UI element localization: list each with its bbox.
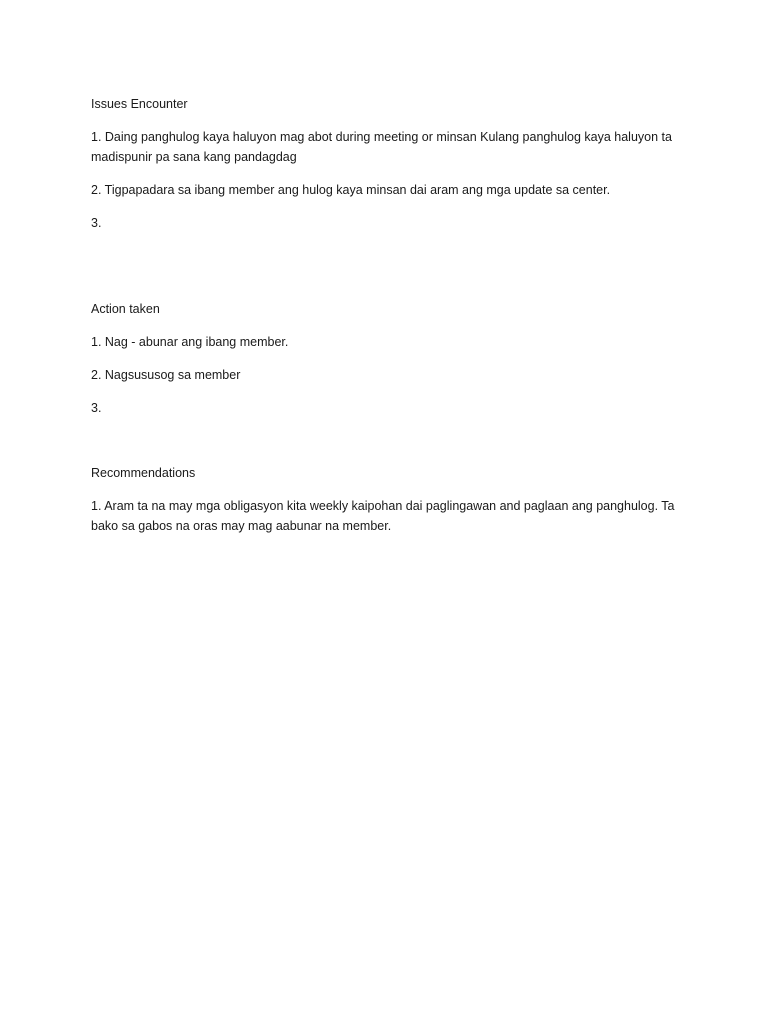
spacer (91, 246, 691, 299)
action-item-3: 3. (91, 401, 102, 415)
action-item-2: 2. Nagsususog sa member (91, 368, 241, 382)
issues-heading: Issues Encounter (91, 97, 188, 111)
action-item-1: 1. Nag - abunar ang ibang member. (91, 335, 289, 349)
actions-section (91, 299, 691, 418)
issue-item-2: 2. Tigpapadara sa ibang member ang hulog kaya minsan dai aram ang mga update sa center. (91, 183, 611, 197)
document-body (91, 94, 691, 549)
recommendations-heading: Recommendations (91, 466, 196, 480)
actions-heading: Action taken (91, 302, 160, 316)
issue-item-3: 3. (91, 216, 102, 230)
issues-section (91, 94, 691, 233)
spacer (91, 431, 691, 463)
issue-item-1: 1. Daing panghulog kaya haluyon mag abot during meeting or minsan Kulang panghulog kaya haluyon ta madispunir pa sana kang pandagdag (91, 130, 672, 164)
recommendation-item-1: 1. Aram ta na may mga obligasyon kita weekly kaipohan dai paglingawan and paglaan ang panghulog. Ta bako sa gabos na oras may mag aabunar na member. (91, 499, 675, 533)
recommendations-section (91, 463, 691, 536)
